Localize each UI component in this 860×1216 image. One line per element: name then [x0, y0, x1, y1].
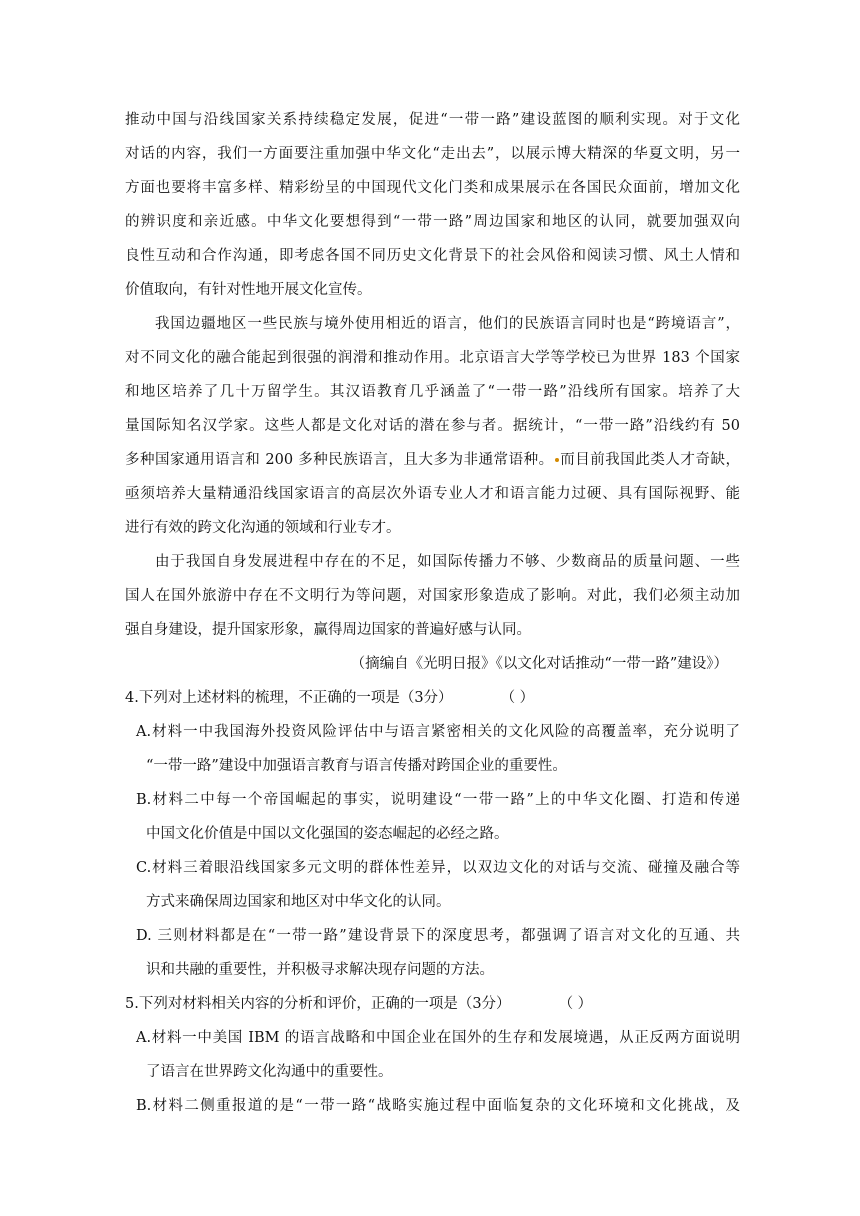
question-text: 5.下列对材料相关内容的分析和评价，正确的一项是（3分）	[125, 996, 511, 1012]
text-line: 进行有效的跨文化沟通的领域和行业专才。	[125, 520, 401, 536]
question-5-stem	[125, 987, 740, 1021]
paragraph-1	[125, 103, 740, 307]
source-citation: （摘编自《光明日报》《以文化对话推动“一带一路”建设》）	[350, 656, 728, 672]
text-line: 价值取向，有针对性地开展文化宣传。	[125, 282, 372, 298]
text-line: 强自身建设，提升国家形象，赢得周边国家的普遍好感与认同。	[125, 622, 531, 638]
text-line: 对话的内容，我们一方面要注重加强中华文化“走出去”，以展示博大精深的华夏文明，另一	[125, 146, 740, 162]
option-line: C.材料三着眼沿线国家多元文明的群体性差异，以双边文化的对话与交流、碰撞及融合等	[136, 860, 740, 876]
text-segment: 而目前我国此类人才奇缺，	[559, 452, 740, 468]
text-line	[125, 443, 740, 477]
q4-option-d	[136, 919, 740, 987]
text-line: 的辨识度和亲近感。中华文化要想得到“一带一路”周边国家和地区的认同，就要加强双向	[125, 214, 740, 230]
option-line: A.材料一中我国海外投资风险评估中与语言紧密相关的文化风险的高覆盖率，充分说明了	[136, 724, 740, 740]
option-line: A.材料一中美国 IBM 的语言战略和中国企业在国外的生存和发展境遇，从正反两方面说明	[136, 1030, 740, 1046]
text-line: 方面也要将丰富多样、精彩纷呈的中国现代文化门类和成果展示在各国民众面前，增加文化	[125, 180, 740, 196]
q5-option-b	[136, 1089, 740, 1123]
q4-option-c	[136, 851, 740, 919]
option-line: 中国文化价值是中国以文化强国的姿态崛起的必经之路。	[146, 826, 509, 842]
paragraph-2	[125, 307, 740, 545]
option-line: 了语言在世界跨文化沟通中的重要性。	[146, 1064, 393, 1080]
text-line: 对不同文化的融合能起到很强的润滑和推动作用。北京语言大学等学校已为世界 183 个国家	[125, 350, 740, 366]
highlight-mark-icon	[555, 458, 559, 462]
option-line: 识和共融的重要性，并积极寻求解决现存问题的方法。	[146, 962, 494, 978]
text-line: 推动中国与沿线国家关系持续稳定发展，促进“一带一路”建设蓝图的顺利实现。对于文化	[125, 112, 740, 128]
text-line: 国人在国外旅游中存在不文明行为等问题，对国家形象造成了影响。对此，我们必须主动加	[125, 588, 740, 604]
text-line: 良性互动和合作沟通，即考虑各国不同历史文化背景下的社会风俗和阅读习惯、风土人情和	[125, 248, 740, 264]
text-line: 由于我国自身发展进程中存在的不足，如国际传播力不够、少数商品的质量问题、一些	[155, 554, 740, 570]
text-line: 和地区培养了几十万留学生。其汉语教育几乎涵盖了“一带一路”沿线所有国家。培养了大	[125, 384, 740, 400]
paragraph-3	[125, 545, 740, 647]
text-line: 我国边疆地区一些民族与境外使用相近的语言，他们的民族语言同时也是“跨境语言”，	[155, 316, 740, 332]
option-line: B.材料二侧重报道的是“一带一路“战略实施过程中面临复杂的文化环境和文化挑战，及	[136, 1098, 740, 1114]
answer-blank: （ ）	[500, 690, 535, 706]
text-line: 量国际知名汉学家。这些人都是文化对话的潜在参与者。据统计，“一带一路”沿线约有 50	[125, 418, 740, 434]
question-4-stem	[125, 681, 740, 715]
q4-option-b	[136, 783, 740, 851]
option-line: B.材料二中每一个帝国崛起的事实，说明建设“一带一路”上的中华文化圈、打造和传递	[136, 792, 740, 808]
q5-option-a	[136, 1021, 740, 1089]
option-line: D. 三则材料都是在“一带一路”建设背景下的深度思考，都强调了语言对文化的互通、共	[136, 928, 740, 944]
question-text: 4.下列对上述材料的梳理，不正确的一项是（3分）	[125, 690, 453, 706]
text-line: 亟须培养大量精通沿线国家语言的高层次外语专业人才和语言能力过硬、具有国际视野、能	[125, 486, 740, 502]
text-segment: 多种国家通用语言和 200 多种民族语言，且大多为非通常语种。	[125, 452, 554, 468]
option-line: 方式来确保周边国家和地区对中华文化的认同。	[146, 894, 451, 910]
option-line: “一带一路”建设中加强语言教育与语言传播对跨国企业的重要性。	[146, 758, 567, 774]
answer-blank: （ ）	[558, 996, 593, 1012]
q4-option-a	[136, 715, 740, 783]
